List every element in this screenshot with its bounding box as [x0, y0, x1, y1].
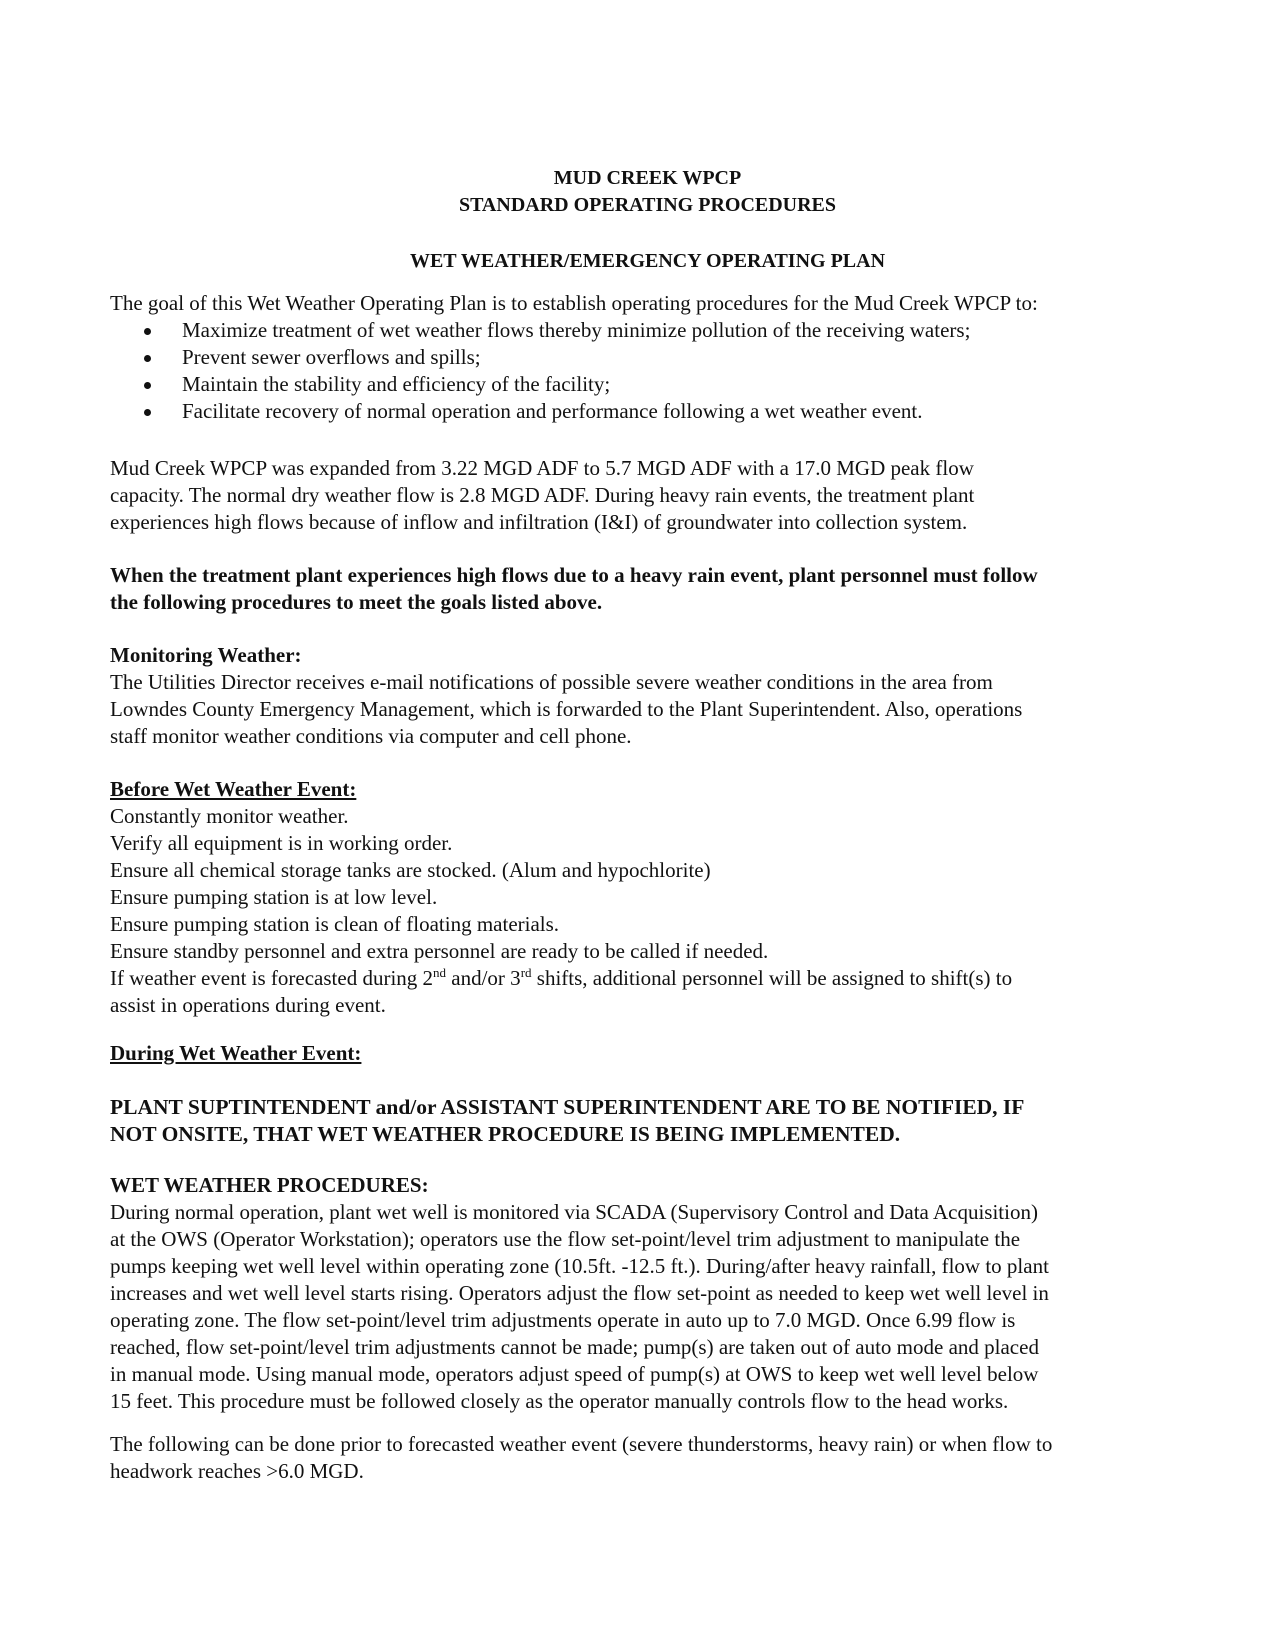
- capacity-line: experiences high flows because of inflow and infiltration (I&I) of groundwater into collection system.: [110, 510, 968, 534]
- monitoring-line: staff monitor weather conditions via computer and cell phone.: [110, 724, 632, 748]
- notice-line: When the treatment plant experiences high flows due to a heavy rain event, plant personnel must follow: [110, 563, 1038, 587]
- notice-paragraph: [110, 562, 1185, 616]
- procedures-line: During normal operation, plant wet well is monitored via SCADA (Supervisory Control and Data Acquisition): [110, 1200, 1038, 1224]
- monitoring-heading: Monitoring Weather:: [110, 643, 302, 667]
- capacity-paragraph: [110, 455, 1185, 536]
- procedures-line: in manual mode. Using manual mode, operators adjust speed of pump(s) at OWS to keep wet well level below: [110, 1362, 1039, 1386]
- shift-line: If weather event is forecasted during 2nd and/or 3rd shifts, additional personnel will be assigned to shift(s) to: [110, 965, 1013, 990]
- goal-list: [110, 317, 1185, 425]
- before-item: Verify all equipment is in working order.: [110, 831, 453, 855]
- capacity-line: Mud Creek WPCP was expanded from 3.22 MGD ADF to 5.7 MGD ADF with a 17.0 MGD peak flow: [110, 456, 974, 480]
- capacity-line: capacity. The normal dry weather flow is 2.8 MGD ADF. During heavy rain events, the treatment plant: [110, 483, 975, 507]
- goal-item: Facilitate recovery of normal operation and performance following a wet weather event.: [110, 398, 1185, 425]
- intro-section: [110, 290, 1185, 425]
- alert-line: PLANT SUPTINTENDENT and/or ASSISTANT SUPERINTENDENT ARE TO BE NOTIFIED, IF: [110, 1095, 1025, 1119]
- goal-item: Maintain the stability and efficiency of the facility;: [110, 371, 1185, 398]
- during-heading: During Wet Weather Event:: [110, 1041, 362, 1065]
- plan-title: WET WEATHER/EMERGENCY OPERATING PLAN: [409, 250, 886, 272]
- shift-line-2: assist in operations during event.: [110, 993, 386, 1017]
- procedures-line: 15 feet. This procedure must be followed closely as the operator manually controls flow to the head works.: [110, 1389, 1009, 1413]
- document-title: MUD CREEK WPCP: [553, 167, 742, 189]
- alert-line: NOT ONSITE, THAT WET WEATHER PROCEDURE IS BEING IMPLEMENTED.: [110, 1122, 901, 1146]
- monitoring-section: [110, 642, 1185, 750]
- procedures-line: pumps keeping wet well level within operating zone (10.5ft. -12.5 ft.). During/after heavy rainfall, flow to plant: [110, 1254, 1049, 1278]
- before-item: Constantly monitor weather.: [110, 804, 349, 828]
- closing-paragraph: [110, 1431, 1185, 1485]
- before-heading: Before Wet Weather Event:: [110, 777, 357, 801]
- procedures-line: reached, flow set-point/level trim adjustments cannot be made; pump(s) are taken out of auto mode and placed: [110, 1335, 1039, 1359]
- procedures-line: at the OWS (Operator Workstation); operators use the flow set-point/level trim adjustment to manipulate the: [110, 1227, 1021, 1251]
- closing-line: headwork reaches >6.0 MGD.: [110, 1459, 364, 1483]
- procedures-section: [110, 1172, 1185, 1415]
- before-item: Ensure standby personnel and extra personnel are ready to be called if needed.: [110, 939, 769, 963]
- before-item: Ensure all chemical storage tanks are stocked. (Alum and hypochlorite): [110, 858, 711, 882]
- procedures-line: increases and wet well level starts rising. Operators adjust the flow set-point as needed to keep wet well level in: [110, 1281, 1049, 1305]
- intro-text: The goal of this Wet Weather Operating Plan is to establish operating procedures for the Mud Creek WPCP to:: [110, 291, 1038, 315]
- before-section: [110, 776, 1185, 1019]
- during-section: [110, 1040, 1185, 1067]
- procedures-heading: WET WEATHER PROCEDURES:: [110, 1173, 429, 1197]
- document-subtitle: STANDARD OPERATING PROCEDURES: [458, 194, 837, 216]
- notice-line: the following procedures to meet the goals listed above.: [110, 590, 603, 614]
- goal-item: Prevent sewer overflows and spills;: [110, 344, 1185, 371]
- monitoring-line: The Utilities Director receives e-mail notifications of possible severe weather conditions in the area from: [110, 670, 993, 694]
- before-item: Ensure pumping station is at low level.: [110, 885, 438, 909]
- goal-item: Maximize treatment of wet weather flows thereby minimize pollution of the receiving waters;: [110, 317, 1185, 344]
- before-item: Ensure pumping station is clean of floating materials.: [110, 912, 560, 936]
- alert-paragraph: [110, 1094, 1185, 1148]
- closing-line: The following can be done prior to forecasted weather event (severe thunderstorms, heavy rain) or when flow to: [110, 1432, 1053, 1456]
- monitoring-line: Lowndes County Emergency Management, which is forwarded to the Plant Superintendent. Also, operations: [110, 697, 1023, 721]
- procedures-line: operating zone. The flow set-point/level trim adjustments operate in auto up to 7.0 MGD. Once 6.99 flow is: [110, 1308, 1016, 1332]
